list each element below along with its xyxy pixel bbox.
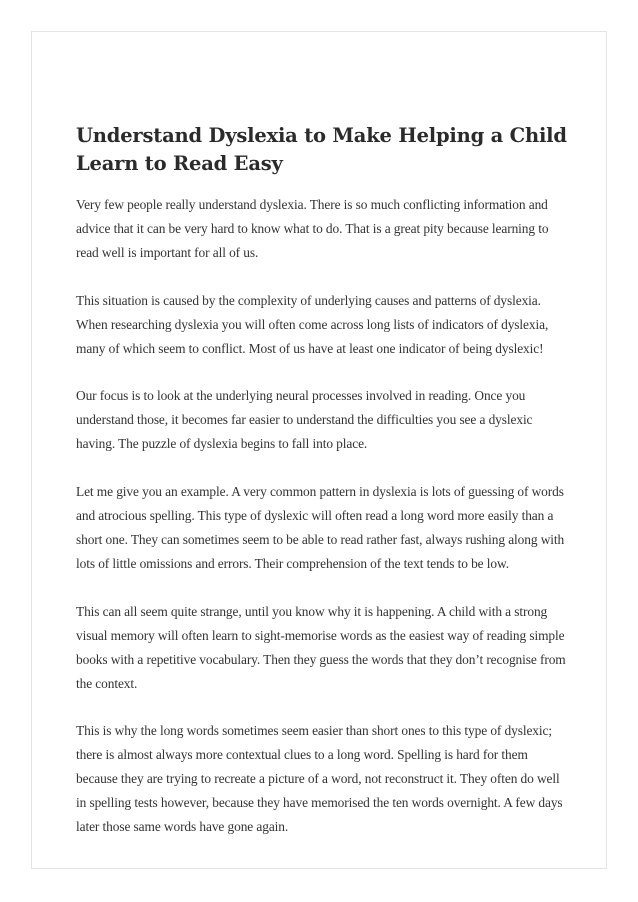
document-content xyxy=(76,122,568,839)
document-title: Understand Dyslexia to Make Helping a Child Learn to Read Easy xyxy=(76,124,567,175)
paragraph: This situation is caused by the complexity of underlying causes and patterns of dyslexia. When researching dyslexia you will often come across long lists of indicators of dyslexia, many of which seem to conflict. Most of us have at least one indicator of being dyslexic! xyxy=(76,292,549,356)
document-page xyxy=(31,31,607,869)
paragraph: Our focus is to look at the underlying neural processes involved in reading. Once you understand those, it becomes far easier to understand the difficulties you see a dyslexic having. The puzzle of dyslexia begins to fall into place. xyxy=(76,388,533,452)
paragraph: Let me give you an example. A very common pattern in dyslexia is lots of guessing of words and atrocious spelling. This type of dyslexic will often read a long word more easily than a short one. They can sometimes seem to be able to read rather fast, always rushing along with lots of little omissions and errors. Their comprehension of the text tends to be low. xyxy=(76,484,565,571)
paragraph: This is why the long words sometimes seem easier than short ones to this type of dyslexic; there is almost always more contextual clues to a long word. Spelling is hard for them because they are trying to recreate a picture of a word, not reconstruct it. They often do well in spelling tests however, because they have memorised the ten words overnight. A few days later those same words have gone again. xyxy=(76,723,563,835)
paragraph: Very few people really understand dyslexia. There is so much conflicting information and advice that it can be very hard to know what to do. That is a great pity because learning to read well is important for all of us. xyxy=(76,197,549,260)
paragraph: This can all seem quite strange, until you know why it is happening. A child with a strong visual memory will often learn to sight-memorise words as the easiest way of reading simple books with a repetitive vocabulary. Then they guess the words that they don’t recognise from the context. xyxy=(76,603,566,691)
